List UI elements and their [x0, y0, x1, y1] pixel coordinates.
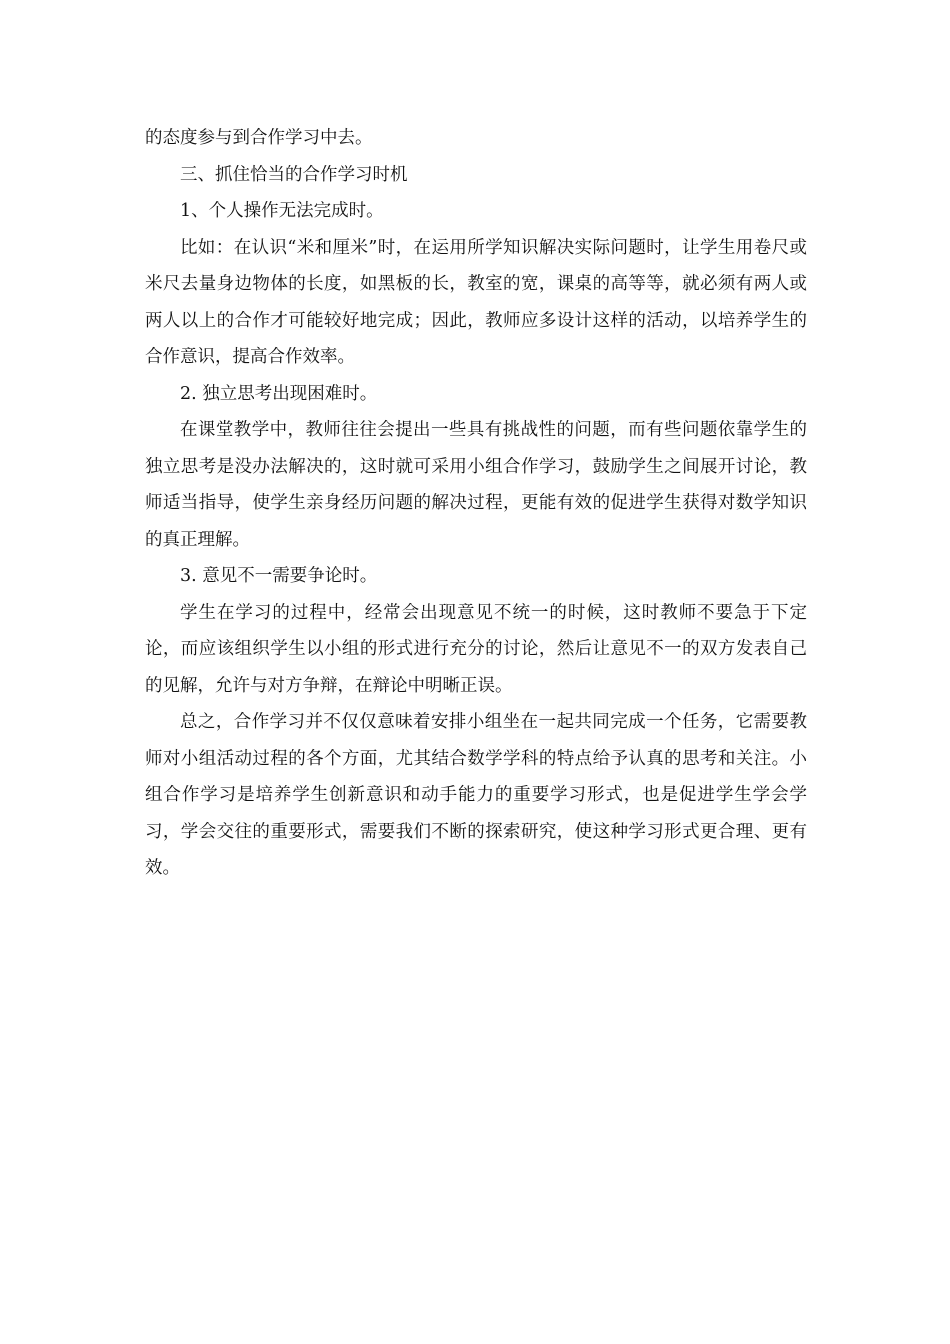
subheading-3: 3. 意见不一需要争论时。: [180, 566, 378, 586]
document-body: [145, 120, 807, 887]
subheading-1: 1、个人操作无法完成时。: [180, 201, 384, 221]
paragraph-disagreement: 学生在学习的过程中，经常会出现意见不统一的时候，这时教师不要急于下定论，而应该组织学生以小组的形式进行充分的讨论，然后让意见不一的双方发表自己的见解，允许与对方争辩，在辩论中明晰正误。: [145, 602, 807, 696]
paragraph-classroom: 在课堂教学中，教师往往会提出一些具有挑战性的问题，而有些问题依靠学生的独立思考是没办法解决的，这时就可采用小组合作学习，鼓励学生之间展开讨论，教师适当指导，使学生亲身经历问题的解决过程，更能有效的促进学生获得对数学知识的真正理解。: [145, 420, 807, 550]
section-heading-3: 三、抓住恰当的合作学习时机: [180, 164, 408, 185]
subheading-2: 2. 独立思考出现困难时。: [180, 383, 378, 404]
paragraph-continuation: 的态度参与到合作学习中去。: [145, 128, 373, 148]
paragraph-conclusion: 总之，合作学习并不仅仅意味着安排小组坐在一起共同完成一个任务，它需要教师对小组活动过程的各个方面，尤其结合数学学科的特点给予认真的思考和关注。小组合作学习是培养学生创新意识和动手能力的重要学习形式，也是促进学生学会学习，学会交往的重要形式，需要我们不断的探索研究，使这种学习形式更合理、更有效。: [145, 712, 807, 878]
paragraph-example: 比如：在认识“米和厘米”时，在运用所学知识解决实际问题时，让学生用卷尺或米尺去量身边物体的长度，如黑板的长，教室的宽，课桌的高等等，就必须有两人或两人以上的合作才可能较好地完成；因此，教师应多设计这样的活动，以培养学生的合作意识，提高合作效率。: [145, 237, 807, 367]
